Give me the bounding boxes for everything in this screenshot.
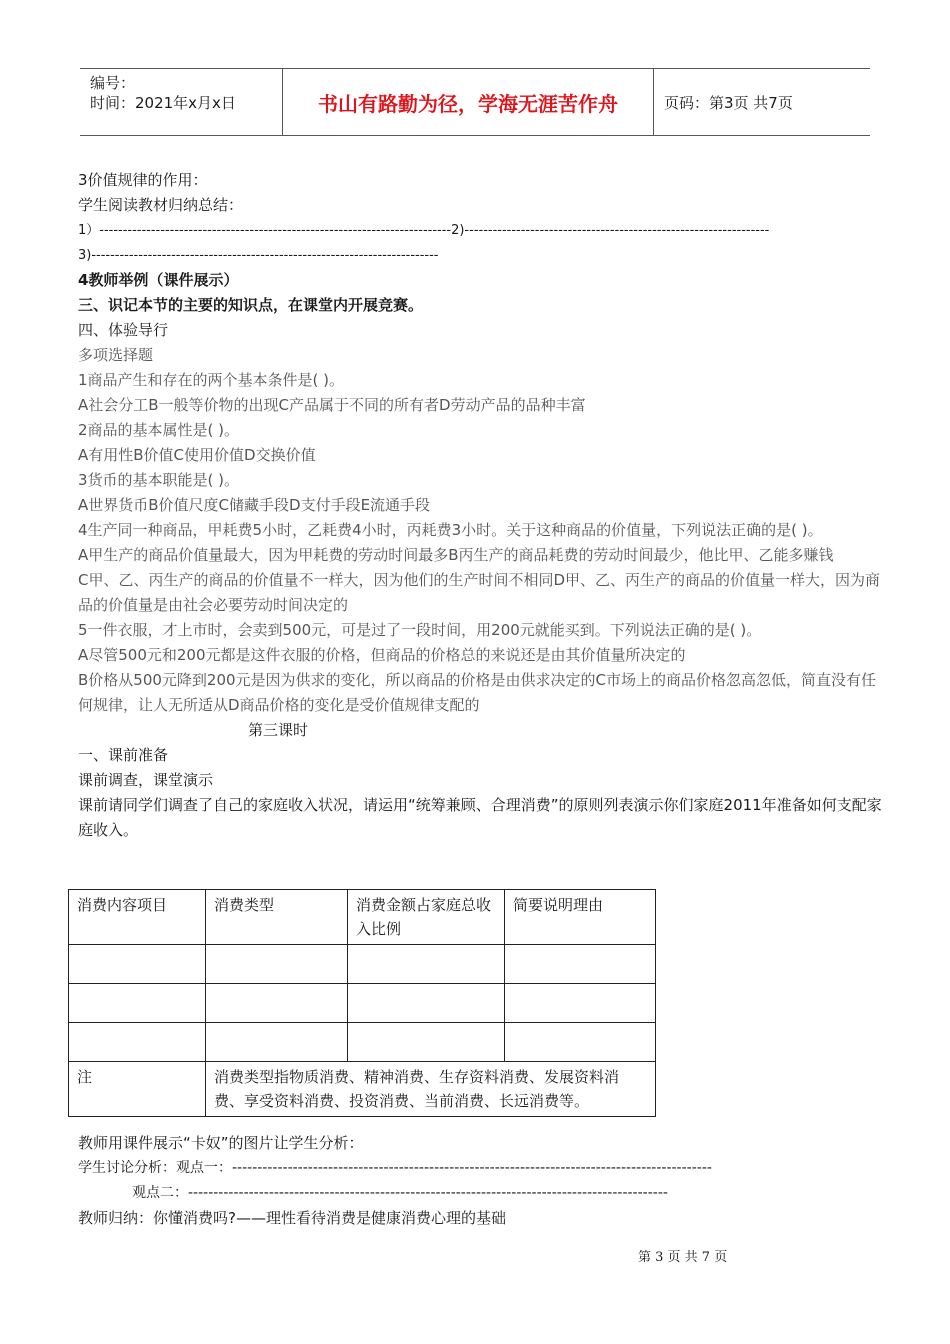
dashed-line: 1）---------------------------------------------------------------------------2)-----------------------------------------------------------------: [78, 223, 770, 238]
note-label: 注: [69, 1062, 206, 1117]
date-label: 时间：2021年x月x日: [90, 94, 236, 112]
question: 5一件衣服，才上市时，会卖到500元，可是过了一段时间，用200元就能买到。下列说法正确的是( )。: [78, 621, 762, 639]
heading: 三、识记本节的主要的知识点，在课堂内开展竞赛。: [78, 296, 424, 314]
table-cell[interactable]: [69, 984, 206, 1023]
question: 4生产同一种商品，甲耗费5小时，乙耗费4小时，丙耗费3小时。关于这种商品的价值量，下列说法正确的是( )。: [78, 521, 823, 539]
dashed-line: 3)--------------------------------------------------------------------------: [78, 248, 439, 263]
table-header-cell: 消费金额占家庭总收入比例: [348, 890, 505, 945]
table-note-row: [69, 1062, 656, 1117]
table-header-cell: 消费类型: [206, 890, 348, 945]
table-header-cell: 简要说明理由: [505, 890, 656, 945]
question: 3货币的基本职能是( )。: [78, 471, 240, 489]
text-line: 课前调查，课堂演示: [78, 771, 214, 789]
text-line: 教师归纳：你懂消费吗?——理性看待消费是健康消费心理的基础: [78, 1209, 506, 1227]
question-options: A社会分工B一般等价物的出现C产品属于不同的所有者D劳动产品的品种丰富: [78, 396, 586, 414]
question: 1商品产生和存在的两个基本条件是( )。: [78, 371, 345, 389]
text-line: 教师用课件展示“卡奴”的图片让学生分析：: [78, 1134, 364, 1152]
table-cell[interactable]: [69, 945, 206, 984]
header-info: [80, 69, 282, 135]
after-table-content: [78, 1131, 884, 1231]
header-motto: 书山有路勤为径，学海无涯苦作舟: [282, 69, 654, 135]
table-row: [69, 945, 656, 984]
text-line: 3价值规律的作用：: [78, 171, 208, 189]
budget-table: [68, 889, 656, 1117]
question: 2商品的基本属性是( )。: [78, 421, 240, 439]
question-options: C甲、乙、丙生产的商品的价值量不一样大，因为他们的生产时间不相同D甲、乙、丙生产的商品的价值量一样大，因为商品的价值量是由社会必要劳动时间决定的: [78, 571, 881, 614]
table-cell[interactable]: [206, 1023, 348, 1062]
question-options: A有用性B价值C使用价值D交换价值: [78, 446, 316, 464]
main-content: [78, 168, 884, 843]
table-row: [69, 984, 656, 1023]
page-footer: 第 3 页 共 7 页: [638, 1250, 728, 1265]
question-options: A世界货币B价值尺度C储藏手段D支付手段E流通手段: [78, 496, 431, 514]
table-cell[interactable]: [69, 1023, 206, 1062]
table-cell[interactable]: [206, 984, 348, 1023]
table-cell[interactable]: [348, 984, 505, 1023]
table-cell[interactable]: [348, 1023, 505, 1062]
table-cell[interactable]: [505, 984, 656, 1023]
paragraph: 课前请同学们调查了自己的家庭收入状况，请运用“统筹兼顾、合理消费”的原则列表演示你们家庭2011年准备如何支配家庭收入。: [78, 796, 882, 839]
table-cell[interactable]: [206, 945, 348, 984]
heading: 四、体验导行: [78, 321, 169, 339]
table-cell[interactable]: [505, 945, 656, 984]
dashed-line: 观点二：-----------------------------------------------------------------------------------------------: [132, 1185, 668, 1201]
table-cell[interactable]: [348, 945, 505, 984]
subheading: 多项选择题: [78, 346, 154, 364]
table-row: [69, 1023, 656, 1062]
page-header: [80, 68, 870, 136]
table-header-row: [69, 890, 656, 945]
table-header-cell: 消费内容项目: [69, 890, 206, 945]
number-label: 编号：: [90, 74, 136, 92]
question-options: A甲生产的商品价值量最大，因为甲耗费的劳动时间最多B丙生产的商品耗费的劳动时间最少，他比甲、乙能多赚钱: [78, 546, 834, 564]
question-options: A尽管500元和200元都是这件衣服的价格，但商品的价格总的来说还是由其价值量所决定的: [78, 646, 686, 664]
text-line: 学生阅读教材归纳总结：: [78, 196, 244, 214]
header-page-label: 页码：第3页 共7页: [664, 93, 793, 112]
heading: 一、课前准备: [78, 746, 169, 764]
dashed-line: 学生讨论分析：观点一：-----------------------------------------------------------------------------------------------: [78, 1160, 712, 1176]
lesson-title: 第三课时: [248, 721, 309, 739]
table-cell[interactable]: [505, 1023, 656, 1062]
heading: 4教师举例（课件展示）: [78, 271, 239, 289]
note-text: 消费类型指物质消费、精神消费、生存资料消费、发展资料消费、享受资料消费、投资消费、当前消费、长远消费等。: [206, 1062, 656, 1117]
question-options: B价格从500元降到200元是因为供求的变化，所以商品的价格是由供求决定的C市场上的商品价格忽高忽低，简直没有任何规律，让人无所适从D商品价格的变化是受价值规律支配的: [78, 671, 877, 714]
